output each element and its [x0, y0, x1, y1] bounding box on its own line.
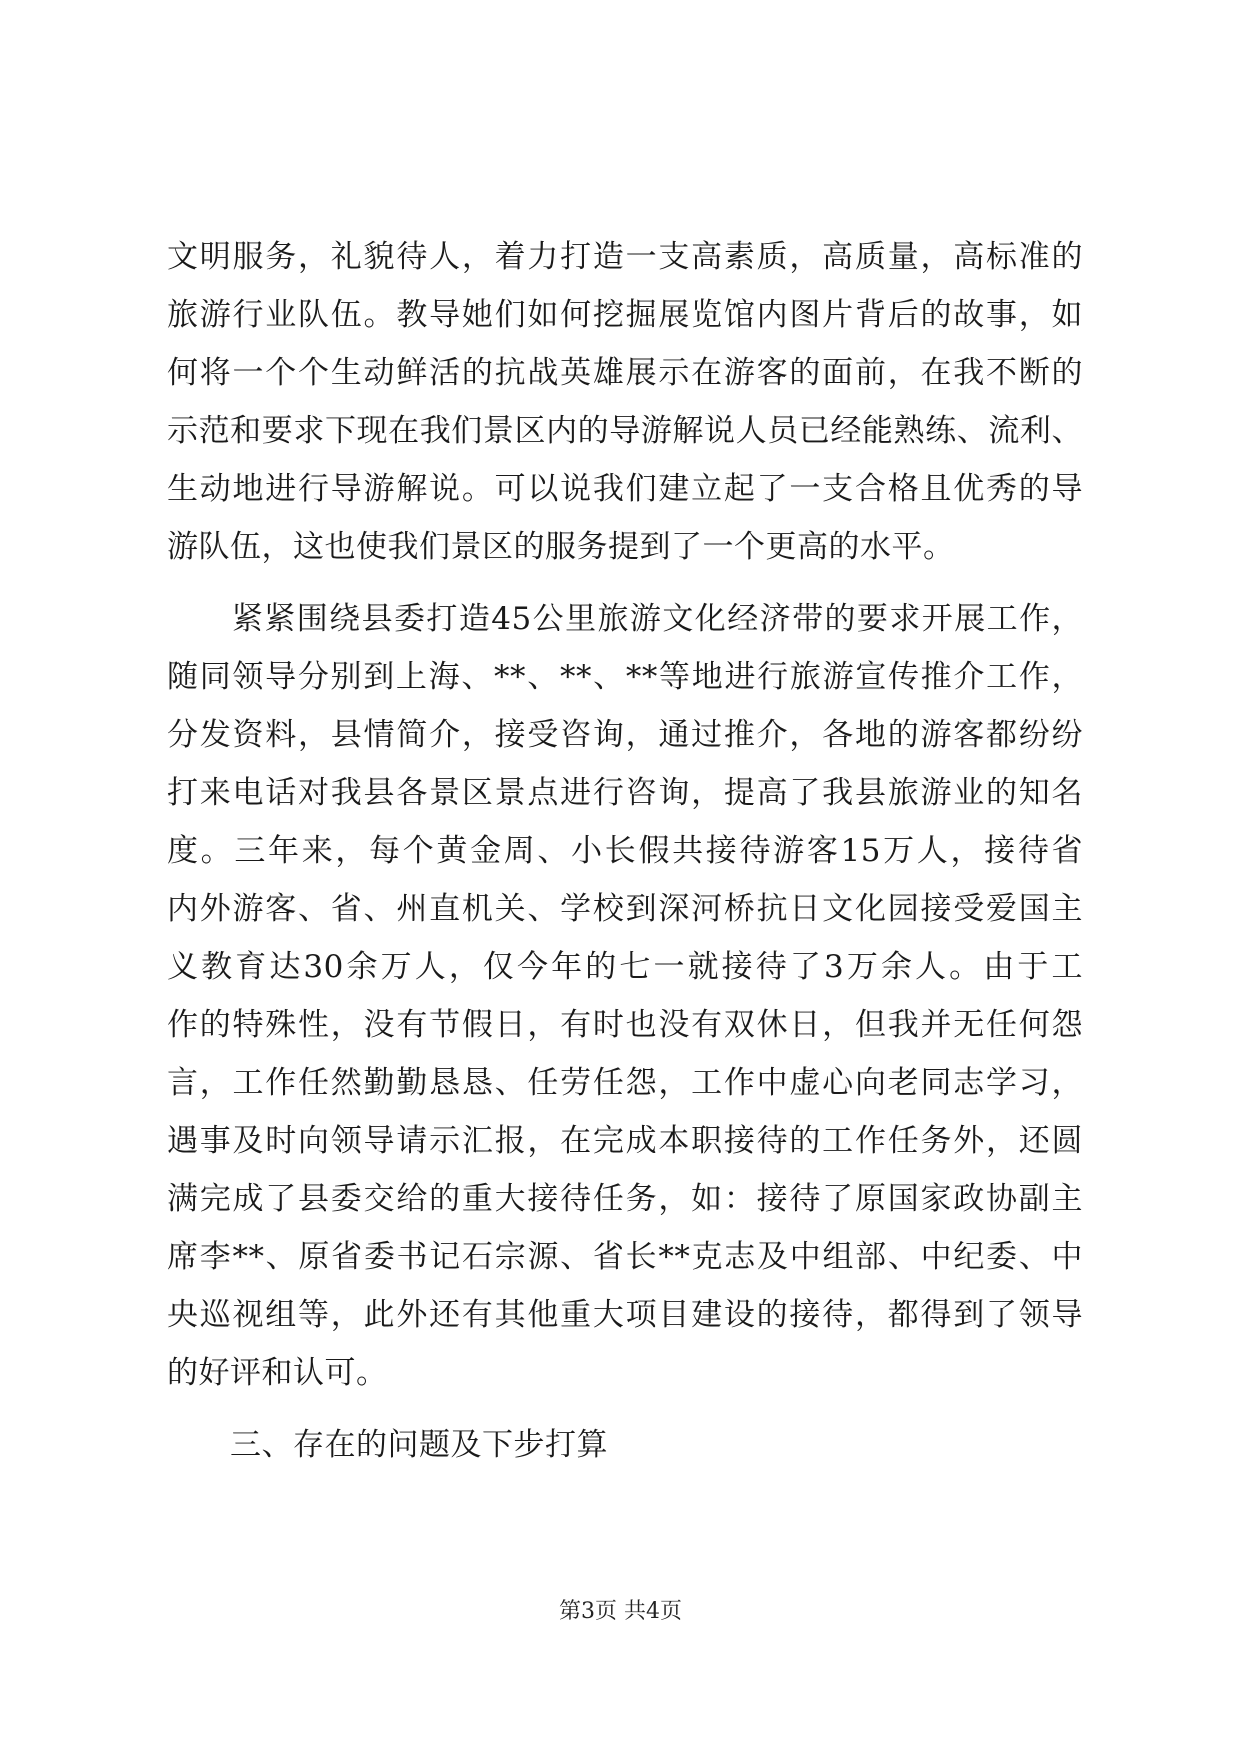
text-line: 游队伍，这也使我们景区的服务提到了一个更高的水平。	[167, 529, 955, 565]
text-line: 义教育达30余万人，仅今年的七一就接待了3万余人。由于工	[167, 949, 1083, 985]
text-line: 内外游客、省、州直机关、学校到深河桥抗日文化园接受爱国主	[167, 891, 1083, 927]
text-line: 紧紧围绕县委打造45公里旅游文化经济带的要求开展工作，	[167, 601, 1083, 637]
text-line: 的好评和认可。	[167, 1355, 388, 1391]
text-line: 度。三年来，每个黄金周、小长假共接待游客15万人，接待省	[167, 833, 1083, 869]
text-line: 随同领导分别到上海、**、**、**等地进行旅游宣传推介工作，	[167, 659, 1083, 695]
text-line: 言，工作任然勤勤恳恳、任劳任怨，工作中虚心向老同志学习，	[167, 1065, 1083, 1101]
text-line: 席李**、原省委书记石宗源、省长**克志及中组部、中纪委、中	[167, 1239, 1083, 1275]
text-line: 旅游行业队伍。教导她们如何挖掘展览馆内图片背后的故事，如	[167, 297, 1083, 333]
text-line: 分发资料，县情简介，接受咨询，通过推介，各地的游客都纷纷	[167, 717, 1083, 753]
section-heading: 三、存在的问题及下步打算	[167, 1427, 608, 1463]
text-line: 生动地进行导游解说。可以说我们建立起了一支合格且优秀的导	[167, 471, 1083, 507]
body-text	[167, 228, 1083, 1474]
page-footer: 第3页 共4页	[559, 1599, 682, 1624]
text-line: 示范和要求下现在我们景区内的导游解说人员已经能熟练、流利、	[167, 413, 1083, 449]
text-line: 遇事及时向领导请示汇报，在完成本职接待的工作任务外，还圆	[167, 1123, 1083, 1159]
text-line: 作的特殊性，没有节假日，有时也没有双休日，但我并无任何怨	[167, 1007, 1083, 1043]
text-line: 满完成了县委交给的重大接待任务，如：接待了原国家政协副主	[167, 1181, 1083, 1217]
text-line: 何将一个个生动鲜活的抗战英雄展示在游客的面前，在我不断的	[167, 355, 1083, 391]
paragraph-spacer	[167, 1402, 1083, 1416]
paragraph-1	[167, 228, 1083, 576]
text-line: 文明服务，礼貌待人，着力打造一支高素质，高质量，高标准的	[167, 239, 1083, 275]
paragraph-spacer	[167, 576, 1083, 590]
paragraph-2	[167, 590, 1083, 1402]
text-line: 央巡视组等，此外还有其他重大项目建设的接待，都得到了领导	[167, 1297, 1083, 1333]
text-line: 打来电话对我县各景区景点进行咨询，提高了我县旅游业的知名	[167, 775, 1083, 811]
